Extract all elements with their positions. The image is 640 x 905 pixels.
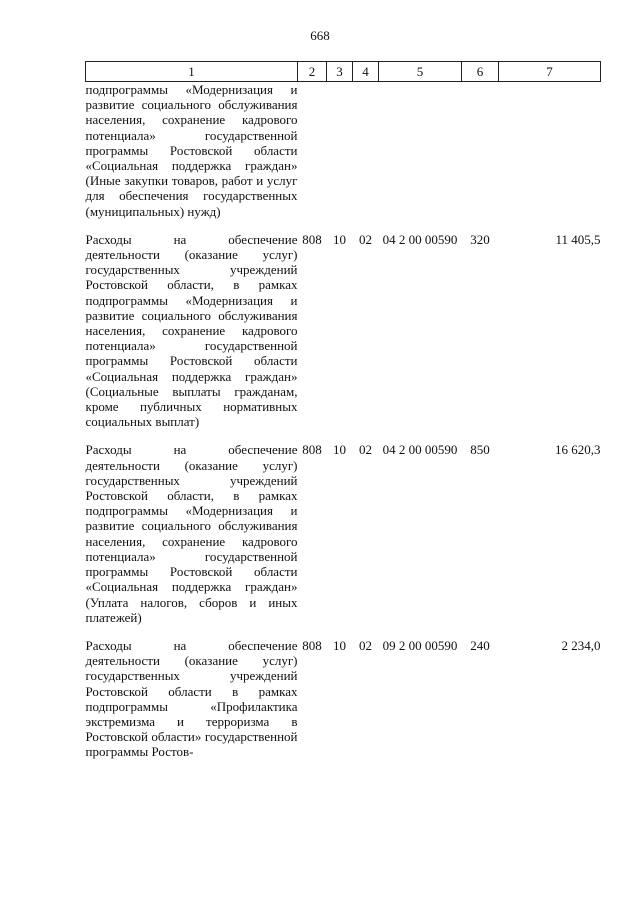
- header-col-6: 6: [462, 62, 499, 82]
- row-csr: 04 2 00 00590: [382, 231, 458, 247]
- header-row: [86, 62, 601, 82]
- row-vr: 850: [470, 442, 490, 458]
- row-description: Расходы на обеспечение деятельности (оказание услуг) государственных учреждений Ростовской области в рамках подпрограммы «Профилактика экстремизма и терроризма в Ростовской области» государственной программы Ростов-: [85, 637, 298, 760]
- row-min: [298, 82, 327, 219]
- row-pr: 02: [359, 442, 372, 458]
- row-rz: 10: [333, 637, 346, 653]
- row-csr: [379, 82, 462, 219]
- row-sum: [499, 82, 601, 219]
- budget-table: [85, 61, 601, 760]
- row-vr: 320: [470, 231, 490, 247]
- row-min: 808: [302, 231, 322, 247]
- row-csr: 09 2 00 00590: [382, 637, 458, 653]
- table-row: [86, 82, 601, 219]
- row-pr: 02: [359, 231, 372, 247]
- header-col-5: 5: [379, 62, 462, 82]
- table-row: [86, 219, 601, 430]
- row-rz: [327, 82, 353, 219]
- row-vr: 240: [470, 637, 490, 653]
- table-row: [86, 625, 601, 760]
- row-description: Расходы на обеспечение деятельности (оказание услуг) государственных учреждений Ростовской области, в рамках подпрограммы «Модернизация и развитие социального обслуживания населения, сохранение кадрового потенциала» государственной программы Ростовской области «Социальная поддержка граждан» (Социальные выплаты гражданам, кроме публичных нормативных социальных выплат): [85, 231, 298, 430]
- row-sum: 16 620,3: [555, 442, 601, 458]
- row-sum: 2 234,0: [561, 637, 601, 653]
- row-rz: 10: [333, 442, 346, 458]
- row-sum: 11 405,5: [555, 231, 601, 247]
- row-min: 808: [302, 442, 322, 458]
- row-rz: 10: [333, 231, 346, 247]
- row-description: Расходы на обеспечение деятельности (оказание услуг) государственных учреждений Ростовской области, в рамках подпрограммы «Модернизация и развитие социального обслуживания населения, сохранение кадрового потенциала» государственной программы Ростовской области «Социальная поддержка граждан» (Уплата налогов, сборов и иных платежей): [85, 442, 298, 625]
- row-vr: [462, 82, 499, 219]
- row-description: подпрограммы «Модернизация и развитие социального обслуживания населения, сохранение кадрового потенциала» государственной программы Ростовской области «Социальная поддержка граждан» (Иные закупки товаров, работ и услуг для обеспечения государственных (муниципальных) нужд): [85, 82, 298, 219]
- row-pr: [353, 82, 379, 219]
- table-row: [86, 429, 601, 624]
- header-col-7: 7: [499, 62, 601, 82]
- row-csr: 04 2 00 00590: [382, 442, 458, 458]
- row-pr: 02: [359, 637, 372, 653]
- header-col-4: 4: [353, 62, 379, 82]
- page-number: 668: [310, 28, 330, 43]
- header-col-2: 2: [298, 62, 327, 82]
- row-min: 808: [302, 637, 322, 653]
- header-col-3: 3: [327, 62, 353, 82]
- header-col-1: 1: [86, 62, 298, 82]
